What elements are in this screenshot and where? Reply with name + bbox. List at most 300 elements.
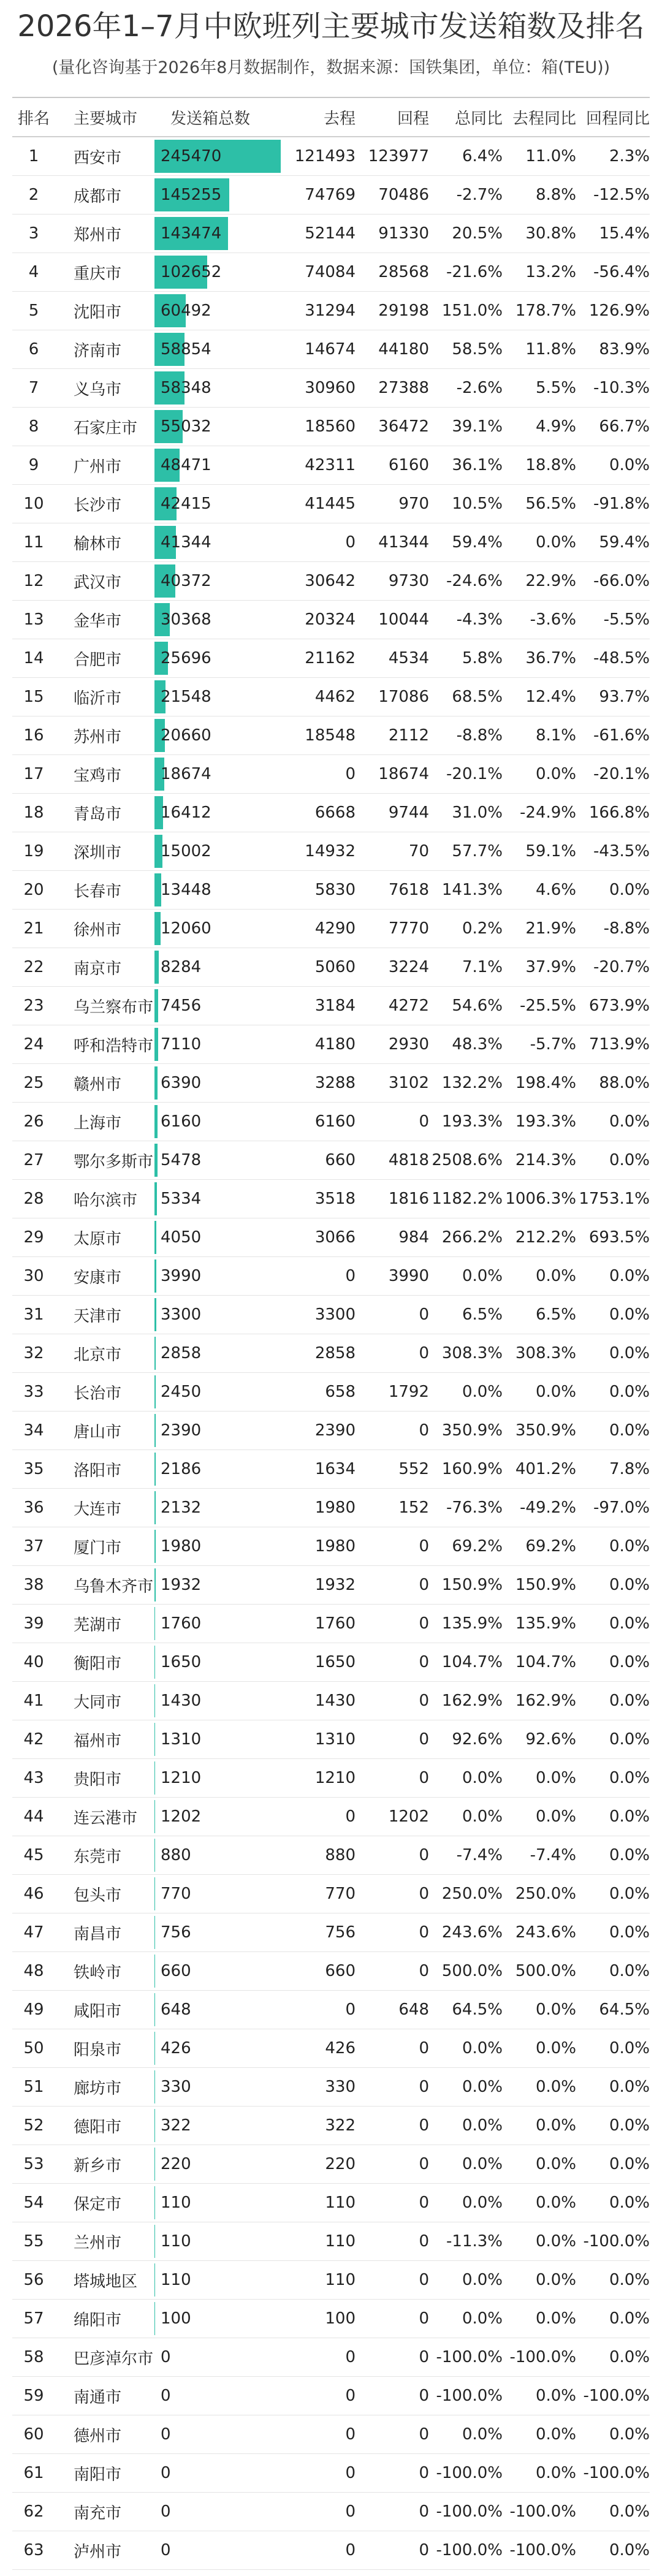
city-cell: 德州市 xyxy=(74,2426,122,2445)
outbound-yoy-cell: 150.9% xyxy=(515,1576,576,1594)
outbound-yoy-cell: 0.0% xyxy=(535,2271,576,2289)
rank-cell: 19 xyxy=(23,842,44,861)
inbound-yoy-cell: -48.5% xyxy=(593,649,650,667)
total-value: 25696 xyxy=(161,649,211,667)
rank-cell: 32 xyxy=(23,1344,44,1362)
total-value: 2450 xyxy=(161,1383,202,1401)
rank-cell: 3 xyxy=(28,224,39,243)
total-cell xyxy=(147,485,294,523)
rank-cell: 31 xyxy=(23,1305,44,1324)
total-cell xyxy=(147,2415,294,2453)
outbound-cell: 1980 xyxy=(314,1499,356,1517)
inbound-cell: 0 xyxy=(419,2425,429,2444)
total-yoy-cell: -2.6% xyxy=(456,379,503,397)
total-yoy-cell: 59.4% xyxy=(452,533,503,552)
total-value: 2186 xyxy=(161,1460,202,1478)
rank-cell: 10 xyxy=(23,495,44,513)
total-yoy-cell: 0.0% xyxy=(462,2271,503,2289)
inbound-cell: 0 xyxy=(419,2309,429,2328)
outbound-cell: 0 xyxy=(345,2541,356,2559)
rank-cell: 14 xyxy=(23,649,44,667)
rank-cell: 56 xyxy=(23,2271,44,2289)
inbound-yoy-cell: 0.0% xyxy=(609,1885,650,1903)
total-value: 322 xyxy=(161,2116,191,2135)
inbound-yoy-cell: 0.0% xyxy=(609,2502,650,2521)
outbound-yoy-cell: 193.3% xyxy=(515,1112,576,1131)
inbound-yoy-cell: 0.0% xyxy=(609,1769,650,1787)
inbound-yoy-cell: 0.0% xyxy=(609,1653,650,1671)
total-yoy-cell: 0.0% xyxy=(462,1807,503,1826)
table-row xyxy=(12,292,650,330)
total-value: 1210 xyxy=(161,1769,202,1787)
total-cell xyxy=(147,2300,294,2338)
inbound-cell: 0 xyxy=(419,2348,429,2366)
table-body xyxy=(12,137,650,2570)
outbound-cell: 1310 xyxy=(314,1730,356,1749)
inbound-yoy-cell: 15.4% xyxy=(599,224,650,243)
rank-cell: 33 xyxy=(23,1383,44,1401)
inbound-cell: 0 xyxy=(419,1885,429,1903)
total-cell xyxy=(147,1836,294,1874)
inbound-cell: 0 xyxy=(419,1730,429,1749)
outbound-yoy-cell: 8.1% xyxy=(535,726,576,745)
inbound-cell: 29198 xyxy=(378,302,429,320)
city-cell: 芜湖市 xyxy=(74,1616,122,1635)
total-bar xyxy=(154,1066,158,1100)
city-cell: 塔城地区 xyxy=(74,2272,138,2291)
outbound-yoy-cell: 92.6% xyxy=(525,1730,576,1749)
table-row xyxy=(12,1836,650,1875)
city-cell: 南昌市 xyxy=(74,1924,122,1943)
city-cell: 洛阳市 xyxy=(74,1461,122,1480)
outbound-cell: 18560 xyxy=(305,417,356,436)
total-yoy-cell: 132.2% xyxy=(441,1074,503,1092)
table-row xyxy=(12,1141,650,1180)
table-row xyxy=(12,678,650,716)
outbound-cell: 658 xyxy=(325,1383,356,1401)
rank-cell: 11 xyxy=(23,533,44,552)
total-cell xyxy=(147,176,294,214)
total-yoy-cell: 0.0% xyxy=(462,1267,503,1285)
outbound-cell: 41445 xyxy=(305,495,356,513)
total-yoy-cell: 0.0% xyxy=(462,2194,503,2212)
total-yoy-cell: 350.9% xyxy=(441,1421,503,1440)
inbound-cell: 0 xyxy=(419,2541,429,2559)
total-bar xyxy=(154,1568,156,1601)
city-cell: 巴彦淖尔市 xyxy=(74,2349,154,2368)
outbound-cell: 4290 xyxy=(314,919,356,938)
city-cell: 郑州市 xyxy=(74,226,122,245)
outbound-cell: 0 xyxy=(345,2387,356,2405)
city-cell: 乌鲁木齐市 xyxy=(74,1577,154,1596)
city-cell: 重庆市 xyxy=(74,264,122,283)
outbound-cell: 100 xyxy=(325,2309,356,2328)
outbound-cell: 0 xyxy=(345,533,356,552)
total-value: 3300 xyxy=(161,1305,202,1324)
total-value: 30368 xyxy=(161,610,211,629)
total-cell xyxy=(147,678,294,716)
city-cell: 义乌市 xyxy=(74,380,122,399)
inbound-cell: 4272 xyxy=(388,997,429,1015)
total-bar xyxy=(154,1260,156,1293)
rank-cell: 20 xyxy=(23,881,44,899)
total-yoy-cell: 500.0% xyxy=(441,1962,503,1980)
total-cell xyxy=(147,1489,294,1527)
inbound-cell: 0 xyxy=(419,1576,429,1594)
city-cell: 大连市 xyxy=(74,1500,122,1519)
table-row xyxy=(12,1527,650,1566)
rank-cell: 4 xyxy=(28,263,39,281)
inbound-yoy-cell: 0.0% xyxy=(609,1344,650,1362)
inbound-cell: 0 xyxy=(419,2078,429,2096)
outbound-cell: 0 xyxy=(345,2464,356,2482)
inbound-yoy-cell: -100.0% xyxy=(583,2387,650,2405)
outbound-cell: 20324 xyxy=(305,610,356,629)
inbound-yoy-cell: 1753.1% xyxy=(579,1190,650,1208)
data-table xyxy=(12,97,650,2570)
outbound-cell: 30642 xyxy=(305,572,356,590)
total-yoy-cell: -100.0% xyxy=(436,2387,503,2405)
total-cell xyxy=(147,639,294,677)
inbound-yoy-cell: 83.9% xyxy=(599,340,650,359)
total-bar xyxy=(154,1877,155,1910)
total-yoy-cell: 141.3% xyxy=(441,881,503,899)
total-yoy-cell: 6.5% xyxy=(462,1305,503,1324)
inbound-yoy-cell: 0.0% xyxy=(609,2425,650,2444)
city-cell: 赣州市 xyxy=(74,1075,122,1094)
total-cell xyxy=(147,1682,294,1720)
total-yoy-cell: 2508.6% xyxy=(432,1151,503,1169)
total-bar xyxy=(154,1337,156,1370)
inbound-yoy-cell: 0.0% xyxy=(609,2348,650,2366)
inbound-cell: 0 xyxy=(419,1846,429,1864)
total-cell xyxy=(147,2493,294,2531)
total-yoy-cell: 7.1% xyxy=(462,958,503,976)
outbound-cell: 0 xyxy=(345,2348,356,2366)
total-cell xyxy=(147,2145,294,2183)
rank-cell: 1 xyxy=(28,147,39,165)
total-yoy-cell: -11.3% xyxy=(446,2232,503,2251)
inbound-cell: 0 xyxy=(419,1614,429,1633)
total-yoy-cell: 160.9% xyxy=(441,1460,503,1478)
outbound-cell: 330 xyxy=(325,2078,356,2096)
table-row xyxy=(12,2415,650,2454)
inbound-cell: 3990 xyxy=(388,1267,429,1285)
inbound-cell: 9744 xyxy=(388,804,429,822)
total-bar xyxy=(154,1028,158,1061)
inbound-cell: 36472 xyxy=(378,417,429,436)
total-value: 12060 xyxy=(161,919,211,938)
inbound-cell: 18674 xyxy=(378,765,429,783)
inbound-yoy-cell: -20.1% xyxy=(593,765,650,783)
table-row xyxy=(12,1682,650,1720)
outbound-cell: 322 xyxy=(325,2116,356,2135)
outbound-yoy-cell: -49.2% xyxy=(520,1499,576,1517)
inbound-yoy-cell: 0.0% xyxy=(609,881,650,899)
total-cell xyxy=(147,1952,294,1990)
outbound-yoy-cell: 59.1% xyxy=(525,842,576,861)
inbound-yoy-cell: -66.0% xyxy=(593,572,650,590)
total-value: 0 xyxy=(161,2464,171,2482)
total-value: 2132 xyxy=(161,1499,202,1517)
city-cell: 德阳市 xyxy=(74,2118,122,2137)
outbound-yoy-cell: 18.8% xyxy=(525,456,576,474)
total-value: 0 xyxy=(161,2502,171,2521)
total-yoy-cell: 39.1% xyxy=(452,417,503,436)
rank-cell: 30 xyxy=(23,1267,44,1285)
rank-cell: 63 xyxy=(23,2541,44,2559)
city-cell: 青岛市 xyxy=(74,805,122,824)
city-cell: 鄂尔多斯市 xyxy=(74,1152,154,1171)
rank-cell: 50 xyxy=(23,2039,44,2057)
total-cell xyxy=(147,1875,294,1913)
rank-cell: 8 xyxy=(28,417,39,436)
inbound-cell: 9730 xyxy=(388,572,429,590)
rank-cell: 61 xyxy=(23,2464,44,2482)
rank-cell: 52 xyxy=(23,2116,44,2135)
outbound-yoy-cell: -100.0% xyxy=(509,2541,576,2559)
table-row xyxy=(12,1180,650,1218)
inbound-cell: 970 xyxy=(398,495,429,513)
city-cell: 天津市 xyxy=(74,1307,122,1326)
total-yoy-cell: 36.1% xyxy=(452,456,503,474)
header-outbound: 去程 xyxy=(323,109,356,128)
rank-cell: 51 xyxy=(23,2078,44,2096)
inbound-yoy-cell: 0.0% xyxy=(609,1576,650,1594)
outbound-cell: 770 xyxy=(325,1885,356,1903)
city-cell: 武汉市 xyxy=(74,573,122,592)
total-bar xyxy=(154,1182,157,1215)
outbound-yoy-cell: 198.4% xyxy=(515,1074,576,1092)
total-yoy-cell: 250.0% xyxy=(441,1885,503,1903)
city-cell: 绵阳市 xyxy=(74,2311,122,2330)
city-cell: 宝鸡市 xyxy=(74,766,122,785)
total-value: 110 xyxy=(161,2271,191,2289)
table-row xyxy=(12,562,650,601)
table-row xyxy=(12,2145,650,2184)
outbound-cell: 52144 xyxy=(305,224,356,243)
total-yoy-cell: 308.3% xyxy=(441,1344,503,1362)
outbound-yoy-cell: 401.2% xyxy=(515,1460,576,1478)
total-cell xyxy=(147,1373,294,1411)
total-cell xyxy=(147,2531,294,2569)
outbound-cell: 14932 xyxy=(305,842,356,861)
total-bar xyxy=(154,1414,156,1447)
inbound-yoy-cell: 66.7% xyxy=(599,417,650,436)
outbound-cell: 21162 xyxy=(305,649,356,667)
inbound-yoy-cell: 0.0% xyxy=(609,1730,650,1749)
total-value: 220 xyxy=(161,2155,191,2173)
total-cell xyxy=(147,2107,294,2145)
outbound-cell: 4462 xyxy=(314,688,356,706)
table-row xyxy=(12,1257,650,1296)
rank-cell: 27 xyxy=(23,1151,44,1169)
city-cell: 廊坊市 xyxy=(74,2079,122,2098)
table-row xyxy=(12,1913,650,1952)
total-cell xyxy=(147,1025,294,1063)
total-yoy-cell: 193.3% xyxy=(441,1112,503,1131)
outbound-yoy-cell: 4.6% xyxy=(535,881,576,899)
inbound-yoy-cell: 0.0% xyxy=(609,1537,650,1556)
total-value: 48471 xyxy=(161,456,211,474)
city-cell: 铁岭市 xyxy=(74,1963,122,1982)
outbound-cell: 14674 xyxy=(305,340,356,359)
city-cell: 哈尔滨市 xyxy=(74,1191,138,1210)
total-value: 6390 xyxy=(161,1074,202,1092)
outbound-cell: 6668 xyxy=(314,804,356,822)
table-row xyxy=(12,794,650,832)
rank-cell: 41 xyxy=(23,1692,44,1710)
table-row xyxy=(12,176,650,215)
city-cell: 北京市 xyxy=(74,1345,122,1364)
total-value: 15002 xyxy=(161,842,211,861)
city-cell: 新乡市 xyxy=(74,2156,122,2175)
total-value: 6160 xyxy=(161,1112,202,1131)
total-cell xyxy=(147,523,294,561)
total-value: 0 xyxy=(161,2541,171,2559)
total-value: 1932 xyxy=(161,1576,202,1594)
inbound-yoy-cell: 0.0% xyxy=(609,1846,650,1864)
inbound-cell: 0 xyxy=(419,2116,429,2135)
outbound-cell: 4180 xyxy=(314,1035,356,1054)
total-bar xyxy=(154,1221,156,1254)
city-cell: 厦门市 xyxy=(74,1538,122,1557)
total-yoy-cell: 0.2% xyxy=(462,919,503,938)
inbound-yoy-cell: 0.0% xyxy=(609,1421,650,1440)
outbound-cell: 3518 xyxy=(314,1190,356,1208)
total-cell xyxy=(147,2338,294,2376)
outbound-cell: 660 xyxy=(325,1151,356,1169)
city-cell: 呼和浩特市 xyxy=(74,1036,154,1055)
outbound-yoy-cell: 30.8% xyxy=(525,224,576,243)
total-cell xyxy=(147,987,294,1025)
outbound-yoy-cell: 0.0% xyxy=(535,2464,576,2482)
total-value: 1650 xyxy=(161,1653,202,1671)
inbound-yoy-cell: 64.5% xyxy=(599,2000,650,2019)
total-cell xyxy=(147,1991,294,2029)
city-cell: 衡阳市 xyxy=(74,1654,122,1673)
inbound-yoy-cell: 0.0% xyxy=(609,456,650,474)
total-cell xyxy=(147,2454,294,2492)
inbound-cell: 123977 xyxy=(368,147,429,165)
total-cell xyxy=(147,1450,294,1488)
city-cell: 临沂市 xyxy=(74,689,122,708)
table-row xyxy=(12,1064,650,1103)
inbound-yoy-cell: 0.0% xyxy=(609,1267,650,1285)
header-total-yoy: 总同比 xyxy=(454,109,503,128)
rank-cell: 57 xyxy=(23,2309,44,2328)
table-row xyxy=(12,2029,650,2068)
inbound-yoy-cell: 673.9% xyxy=(588,997,650,1015)
table-row xyxy=(12,330,650,369)
inbound-cell: 1202 xyxy=(388,1807,429,1826)
total-yoy-cell: 10.5% xyxy=(452,495,503,513)
total-yoy-cell: -2.7% xyxy=(456,186,503,204)
outbound-cell: 1932 xyxy=(314,1576,356,1594)
total-cell xyxy=(147,755,294,793)
table-row xyxy=(12,408,650,446)
table-row xyxy=(12,1720,650,1759)
city-cell: 合肥市 xyxy=(74,650,122,669)
total-value: 58854 xyxy=(161,340,211,359)
table-row xyxy=(12,446,650,485)
outbound-cell: 30960 xyxy=(305,379,356,397)
header-rank: 排名 xyxy=(17,109,50,128)
outbound-cell: 1760 xyxy=(314,1614,356,1633)
total-yoy-cell: 243.6% xyxy=(441,1923,503,1942)
total-yoy-cell: 68.5% xyxy=(452,688,503,706)
table-row xyxy=(12,1875,650,1913)
outbound-cell: 6160 xyxy=(314,1112,356,1131)
outbound-cell: 3066 xyxy=(314,1228,356,1247)
inbound-cell: 0 xyxy=(419,2271,429,2289)
total-bar xyxy=(154,1761,155,1795)
total-value: 426 xyxy=(161,2039,191,2057)
inbound-cell: 4534 xyxy=(388,649,429,667)
total-cell xyxy=(147,1527,294,1565)
total-value: 1310 xyxy=(161,1730,202,1749)
rank-cell: 23 xyxy=(23,997,44,1015)
outbound-yoy-cell: 0.0% xyxy=(535,2232,576,2251)
outbound-cell: 110 xyxy=(325,2194,356,2212)
inbound-cell: 10044 xyxy=(378,610,429,629)
total-value: 7110 xyxy=(161,1035,202,1054)
outbound-yoy-cell: 0.0% xyxy=(535,1383,576,1401)
total-yoy-cell: -24.6% xyxy=(446,572,503,590)
table-row xyxy=(12,1411,650,1450)
inbound-yoy-cell: 0.0% xyxy=(609,2039,650,2057)
header-city: 主要城市 xyxy=(74,109,138,128)
rank-cell: 49 xyxy=(23,2000,44,2019)
city-cell: 连云港市 xyxy=(74,1809,138,1828)
total-cell xyxy=(147,832,294,870)
rank-cell: 5 xyxy=(28,302,39,320)
total-yoy-cell: 0.0% xyxy=(462,2155,503,2173)
outbound-cell: 74084 xyxy=(305,263,356,281)
total-value: 16412 xyxy=(161,804,211,822)
inbound-yoy-cell: 693.5% xyxy=(588,1228,650,1247)
total-cell xyxy=(147,446,294,484)
total-value: 58348 xyxy=(161,379,211,397)
total-yoy-cell: 135.9% xyxy=(441,1614,503,1633)
inbound-cell: 3224 xyxy=(388,958,429,976)
outbound-cell: 0 xyxy=(345,1807,356,1826)
outbound-yoy-cell: 0.0% xyxy=(535,2387,576,2405)
city-cell: 太原市 xyxy=(74,1229,122,1248)
total-value: 13448 xyxy=(161,881,211,899)
outbound-yoy-cell: 69.2% xyxy=(525,1537,576,1556)
inbound-yoy-cell: 0.0% xyxy=(609,1614,650,1633)
total-value: 42415 xyxy=(161,495,211,513)
inbound-cell: 91330 xyxy=(378,224,429,243)
inbound-cell: 2112 xyxy=(388,726,429,745)
inbound-cell: 648 xyxy=(398,2000,429,2019)
inbound-yoy-cell: -10.3% xyxy=(593,379,650,397)
total-cell xyxy=(147,215,294,253)
inbound-yoy-cell: -61.6% xyxy=(593,726,650,745)
inbound-cell: 0 xyxy=(419,1962,429,1980)
total-cell xyxy=(147,1257,294,1295)
inbound-cell: 41344 xyxy=(378,533,429,552)
outbound-cell: 110 xyxy=(325,2232,356,2251)
total-value: 60492 xyxy=(161,302,211,320)
total-yoy-cell: 58.5% xyxy=(452,340,503,359)
outbound-yoy-cell: 13.2% xyxy=(525,263,576,281)
inbound-cell: 0 xyxy=(419,2155,429,2173)
outbound-cell: 74769 xyxy=(305,186,356,204)
inbound-cell: 70 xyxy=(408,842,429,861)
table-header xyxy=(12,97,650,137)
